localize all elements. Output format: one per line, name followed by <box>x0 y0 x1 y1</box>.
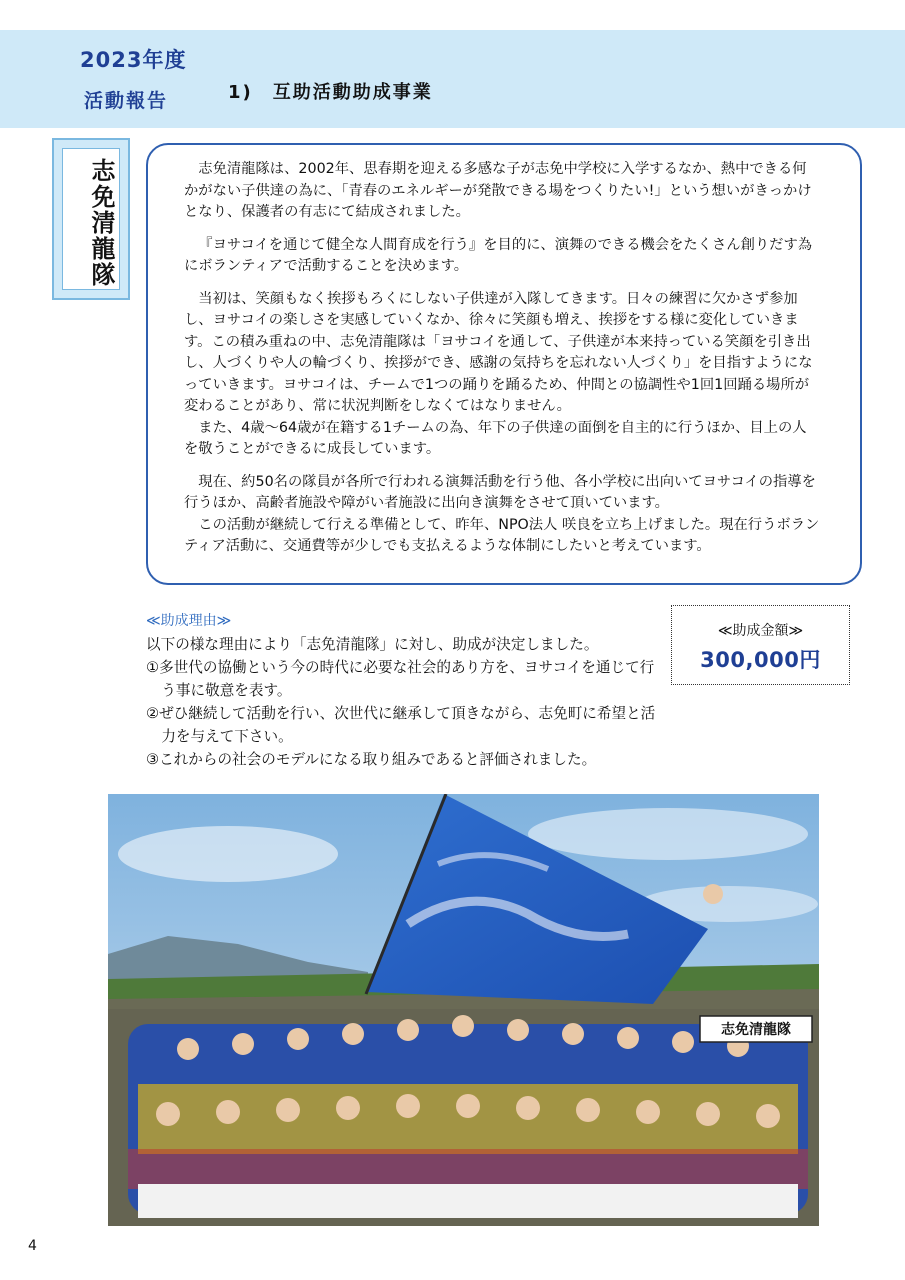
reason-item: ②ぜひ継続して活動を行い、次世代に継承して頂きながら、志免町に希望と活力を与えて下さい。 <box>146 705 656 745</box>
reason-item: ③これからの社会のモデルになる取り組みであると評価されました。 <box>146 751 597 768</box>
photo-sign-text: 志免清龍隊 <box>721 1022 791 1038</box>
group-name: 志免清龍隊 <box>87 158 115 288</box>
reason-title: ≪助成理由≫ <box>146 613 232 629</box>
description-paragraph: 当初は、笑顔もなく挨拶もろくにしない子供達が入隊してきます。日々の練習に欠かさず参加し、ヨサコイの楽しさを実感していくなか、徐々に笑顔も増え、挨拶をする様に変化していきます。この積み重ねの中、志免清龍隊は「ヨサコイを通して、子供達が本来持っている笑顔を引き出し、人づくりや人の輪づくり、挨拶ができ、感謝の気持ちを忘れない人づくり」を目指すようになっていきます。ヨサコイは、チームで1つの踊りを踊るため、仲間との協調性や1回1回踊る場所が変わることがあり、常に状況判断をしなくてはなりません。 <box>184 290 813 414</box>
description-paragraph: 志免清龍隊は、2002年、思春期を迎える多感な子が志免中学校に入学するなか、熱中できる何かがない子供達の為に、「青春のエネルギーが発散できる場をつくりたい!」という想いがきっかけとなり、保護者の有志にて結成されました。 <box>184 161 812 220</box>
reason-item: ①多世代の協働という今の時代に必要な社会的あり方を、ヨサコイを通じて行う事に敬意を表す。 <box>146 659 655 699</box>
description-box <box>146 143 862 585</box>
description-paragraph: また、4歳～64歳が在籍する1チームの為、年下の子供達の面倒を自主的に行うほか、目上の人を敬うことができるに成長しています。 <box>184 419 807 457</box>
header-report-label: 活動報告 <box>84 90 169 112</box>
section-number: 1) <box>228 82 253 103</box>
group-name-box <box>52 138 130 300</box>
description-text <box>184 159 820 558</box>
grant-amount-value: 300,000円 <box>700 648 821 672</box>
description-paragraph: 現在、約50名の隊員が各所で行われる演舞活動を行う他、各小学校に出向いてヨサコイの指導を行うほか、高齢者施設や障がい者施設に出向き演舞をさせて頂いています。 <box>184 473 816 511</box>
header-year: 2023年度 <box>80 48 187 72</box>
reason-section <box>146 610 658 771</box>
grant-amount-label: ≪助成金額≫ <box>717 623 804 639</box>
description-paragraph: この活動が継続して行える準備として、昨年、NPO法人 咲良を立ち上げました。現在行うボランティア活動に、交通費等が少しでも支払えるような体制にしたいと考えています。 <box>184 516 820 554</box>
reason-intro: 以下の様な理由により「志免清龍隊」に対し、助成が決定しました。 <box>146 636 599 653</box>
description-paragraph: 『ヨサコイを通じて健全な人間育成を行う』を目的に、演舞のできる機会をたくさん創りだす為にボランティアで活動することを決めます。 <box>184 236 813 274</box>
section-title: 互助活動助成事業 <box>272 82 433 103</box>
group-photo <box>108 794 819 1226</box>
section-heading <box>228 78 433 104</box>
group-name-inner <box>62 148 120 290</box>
page-number: 4 <box>28 1238 37 1254</box>
grant-amount-box <box>671 605 850 685</box>
